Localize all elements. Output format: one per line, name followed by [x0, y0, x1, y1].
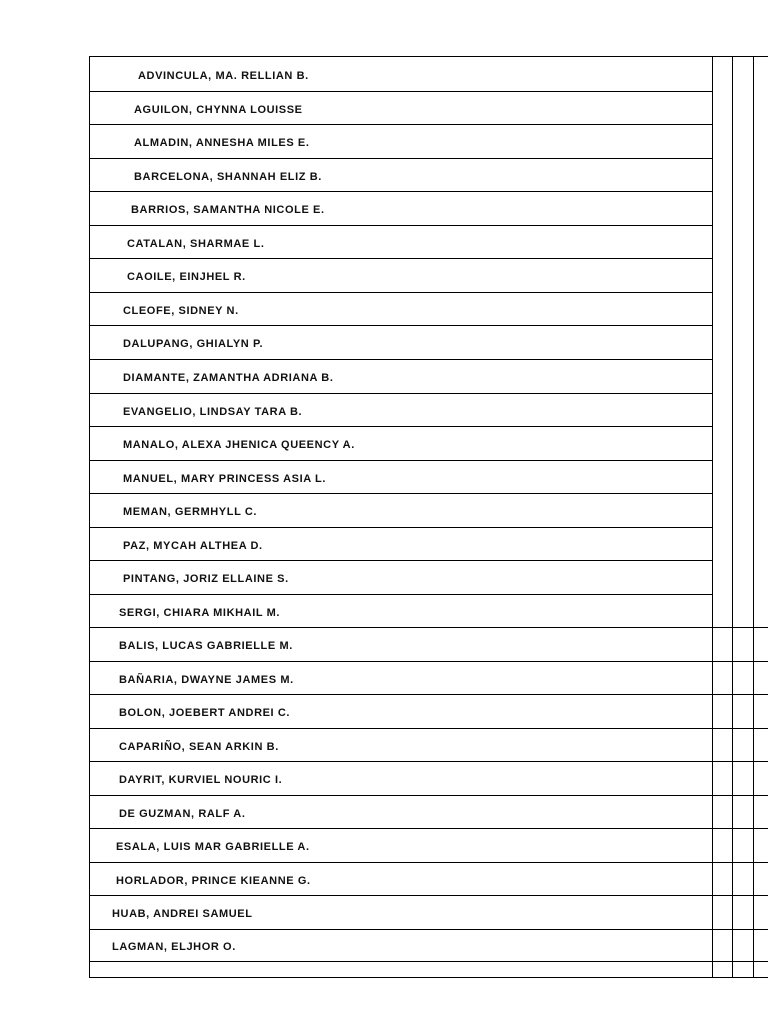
- table-row: [90, 460, 712, 493]
- table-row: [90, 493, 712, 527]
- student-name: MANALO, ALEXA JHENICA QUEENCY A.: [123, 439, 355, 451]
- student-name: ADVINCULA, MA. RELLIAN B.: [138, 70, 309, 82]
- table-row: [90, 57, 712, 91]
- student-name: BOLON, JOEBERT ANDREI C.: [119, 707, 291, 719]
- table-row: [90, 191, 712, 225]
- table-row: [90, 694, 712, 728]
- student-name: ALMADIN, ANNESHA MILES E.: [134, 137, 310, 149]
- table-row: [90, 91, 712, 124]
- table-row: [90, 359, 712, 393]
- student-name: EVANGELIO, LINDSAY TARA B.: [123, 405, 303, 418]
- table-row: [90, 661, 712, 694]
- table-row: [90, 426, 712, 460]
- table-row: [90, 560, 712, 594]
- table-row: [90, 828, 712, 862]
- row-divider: [90, 961, 768, 962]
- table-row: [90, 527, 712, 560]
- table-row: [90, 895, 712, 929]
- student-name: CAOILE, EINJHEL R.: [127, 271, 246, 283]
- table-row: [90, 728, 712, 761]
- student-name: DALUPANG, GHIALYN P.: [123, 338, 264, 350]
- table-row: [90, 594, 712, 627]
- student-name: HORLADOR, PRINCE KIEANNE G.: [116, 874, 311, 887]
- student-name: MANUEL, MARY PRINCESS ASIA L.: [123, 472, 326, 485]
- student-name: SERGI, CHIARA MIKHAIL M.: [119, 606, 281, 619]
- table-row: [90, 627, 712, 661]
- table-row: [90, 158, 712, 191]
- checkbox-column-divider-1: [712, 57, 713, 977]
- student-name: BALIS, LUCAS GABRIELLE M.: [119, 640, 293, 652]
- student-name: CATALAN, SHARMAE L.: [127, 237, 265, 250]
- table-row: [90, 862, 712, 895]
- table-row: [90, 325, 712, 359]
- checkbox-column-divider-2: [732, 57, 733, 977]
- student-name: MEMAN, GERMHYLL C.: [123, 506, 258, 518]
- table-row: [90, 761, 712, 795]
- student-name: BARCELONA, SHANNAH ELIZ B.: [134, 170, 322, 183]
- table-row: [90, 258, 712, 292]
- student-name: CLEOFE, SIDNEY N.: [123, 304, 239, 317]
- student-roster-table: [89, 56, 768, 978]
- checkbox-column-divider-3: [753, 57, 754, 977]
- student-name: PAZ, MYCAH ALTHEA D.: [123, 539, 263, 552]
- table-row: [90, 292, 712, 325]
- student-name: HUAB, ANDREI SAMUEL: [112, 908, 253, 920]
- table-row: [90, 929, 712, 961]
- student-name: AGUILON, CHYNNA LOUISSE: [134, 103, 303, 116]
- table-row: [90, 393, 712, 426]
- student-name: CAPARIÑO, SEAN ARKIN B.: [119, 740, 279, 753]
- table-row: [90, 124, 712, 158]
- student-name: BAÑARIA, DWAYNE JAMES M.: [119, 673, 294, 686]
- student-name: DE GUZMAN, RALF A.: [119, 807, 246, 820]
- student-name: ESALA, LUIS MAR GABRIELLE A.: [116, 841, 310, 853]
- student-name: PINTANG, JORIZ ELLAINE S.: [123, 573, 289, 585]
- student-name: DIAMANTE, ZAMANTHA ADRIANA B.: [123, 372, 334, 384]
- student-name: BARRIOS, SAMANTHA NICOLE E.: [131, 204, 325, 216]
- table-row: [90, 225, 712, 258]
- student-name: LAGMAN, ELJHOR O.: [112, 941, 236, 953]
- table-row: [90, 795, 712, 828]
- student-name: DAYRIT, KURVIEL NOURIC I.: [119, 774, 283, 786]
